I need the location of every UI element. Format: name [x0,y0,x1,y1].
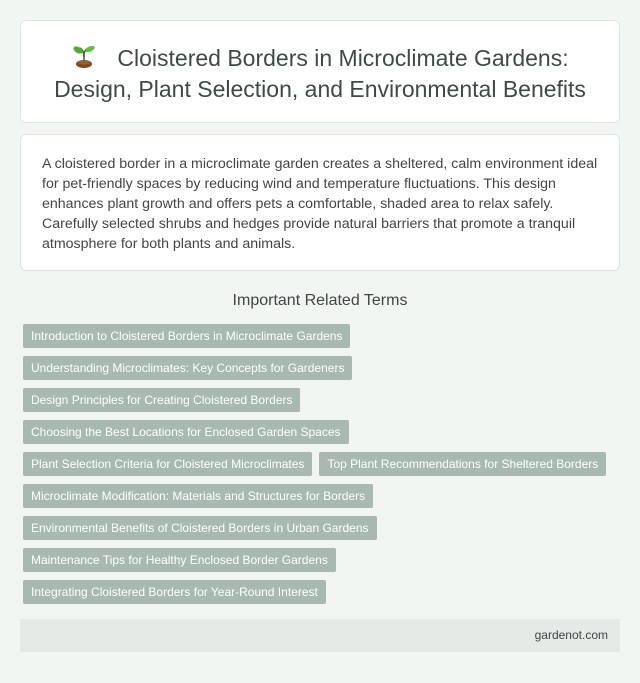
term-tag[interactable]: Understanding Microclimates: Key Concepts for Gardeners [23,356,352,380]
term-tag[interactable]: Introduction to Cloistered Borders in Microclimate Gardens [23,324,350,348]
footer [20,619,620,652]
term-tag[interactable]: Maintenance Tips for Healthy Enclosed Border Gardens [23,548,336,572]
term-tag[interactable]: Design Principles for Creating Cloistered Borders [23,388,300,412]
terms-heading: Important Related Terms [232,292,408,309]
intro-card [20,134,620,271]
term-tag[interactable]: Integrating Cloistered Borders for Year-Round Interest [23,580,326,604]
sprout-icon [71,43,97,69]
page-title-text: Cloistered Borders in Microclimate Gardens: Design, Plant Selection, and Environmental Benefits [54,45,586,102]
title-card [20,20,620,123]
term-tag[interactable]: Environmental Benefits of Cloistered Borders in Urban Gardens [23,516,377,540]
term-tag[interactable]: Microclimate Modification: Materials and Structures for Borders [23,484,373,508]
related-terms-list [23,324,623,612]
term-tag[interactable]: Choosing the Best Locations for Enclosed Garden Spaces [23,420,349,444]
term-tag[interactable]: Top Plant Recommendations for Sheltered Borders [319,452,606,476]
footer-site: gardenot.com [534,628,608,642]
intro-paragraph: A cloistered border in a microclimate garden creates a sheltered, calm environment ideal for pet-friendly spaces by reducing wind and temperature fluctuations. This design enhances plant growth and offers pets a comfortable, shaded area to relax safely. Carefully selected shrubs and hedges provide natural barriers that promote a tranquil atmosphere for both plants and animals. [42,156,598,252]
page-title [21,43,619,105]
term-tag[interactable]: Plant Selection Criteria for Cloistered Microclimates [23,452,312,476]
